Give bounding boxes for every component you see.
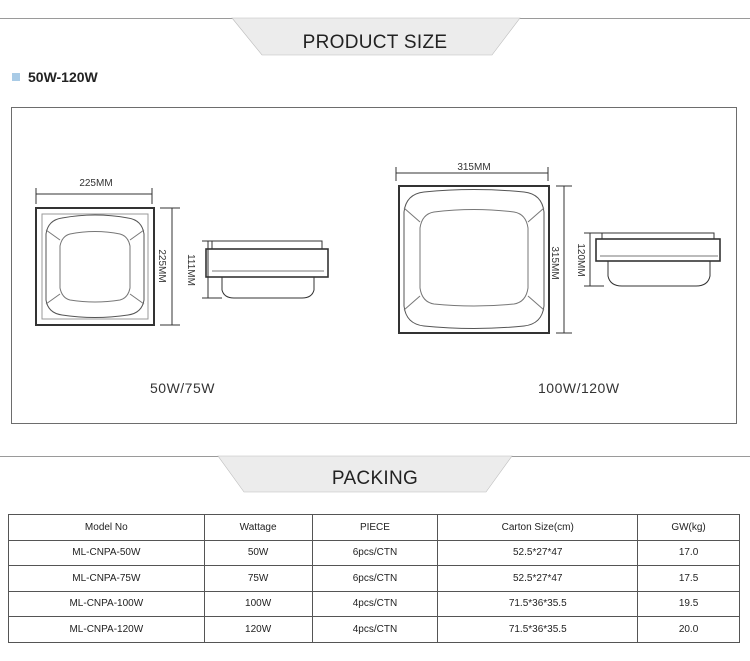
left-side-view <box>202 241 328 298</box>
wattage-range-label: 50W-120W <box>28 69 98 85</box>
left-depth-label: 225MM <box>156 249 167 283</box>
cell-piece: 6pcs/CTN <box>312 540 438 566</box>
left-caption: 50W/75W <box>150 380 215 396</box>
right-depth-label: 315MM <box>549 246 560 280</box>
header-wattage: Wattage <box>204 515 312 541</box>
cell-model-no: ML-CNPA-75W <box>9 566 205 592</box>
cell-gross-weight: 20.0 <box>638 617 740 643</box>
table-header-row <box>9 515 740 541</box>
right-height-label: 120MM <box>575 243 586 277</box>
cell-carton-size: 71.5*36*35.5 <box>438 591 638 617</box>
cell-carton-size: 71.5*36*35.5 <box>438 617 638 643</box>
cell-gross-weight: 19.5 <box>638 591 740 617</box>
left-width-label: 225MM <box>79 178 113 189</box>
right-caption: 100W/120W <box>538 380 620 396</box>
dimension-drawing-panel <box>11 107 737 424</box>
product-size-banner <box>0 17 750 67</box>
right-width-label: 315MM <box>457 162 491 173</box>
packing-title: PACKING <box>331 468 419 489</box>
right-side-view <box>584 233 720 286</box>
cell-wattage: 75W <box>204 566 312 592</box>
cell-wattage: 120W <box>204 617 312 643</box>
table-row <box>9 540 740 566</box>
packing-banner <box>0 455 750 505</box>
cell-piece: 4pcs/CTN <box>312 617 438 643</box>
table-row <box>9 591 740 617</box>
cell-carton-size: 52.5*27*47 <box>438 566 638 592</box>
header-piece: PIECE <box>312 515 438 541</box>
wattage-range-heading <box>12 69 98 85</box>
cell-carton-size: 52.5*27*47 <box>438 540 638 566</box>
cell-model-no: ML-CNPA-100W <box>9 591 205 617</box>
header-carton-size: Carton Size(cm) <box>438 515 638 541</box>
bullet-square-icon <box>12 73 20 81</box>
cell-gross-weight: 17.5 <box>638 566 740 592</box>
cell-model-no: ML-CNPA-50W <box>9 540 205 566</box>
cell-wattage: 100W <box>204 591 312 617</box>
header-gross-weight: GW(kg) <box>638 515 740 541</box>
product-size-title: PRODUCT SIZE <box>302 32 448 53</box>
cell-piece: 4pcs/CTN <box>312 591 438 617</box>
left-height-label: 111MM <box>185 254 196 286</box>
cell-piece: 6pcs/CTN <box>312 566 438 592</box>
cell-gross-weight: 17.0 <box>638 540 740 566</box>
table-row <box>9 617 740 643</box>
table-row <box>9 566 740 592</box>
right-top-view <box>396 167 572 333</box>
packing-table <box>8 514 740 643</box>
dimension-drawings <box>12 108 738 425</box>
header-model-no: Model No <box>9 515 205 541</box>
cell-wattage: 50W <box>204 540 312 566</box>
cell-model-no: ML-CNPA-120W <box>9 617 205 643</box>
